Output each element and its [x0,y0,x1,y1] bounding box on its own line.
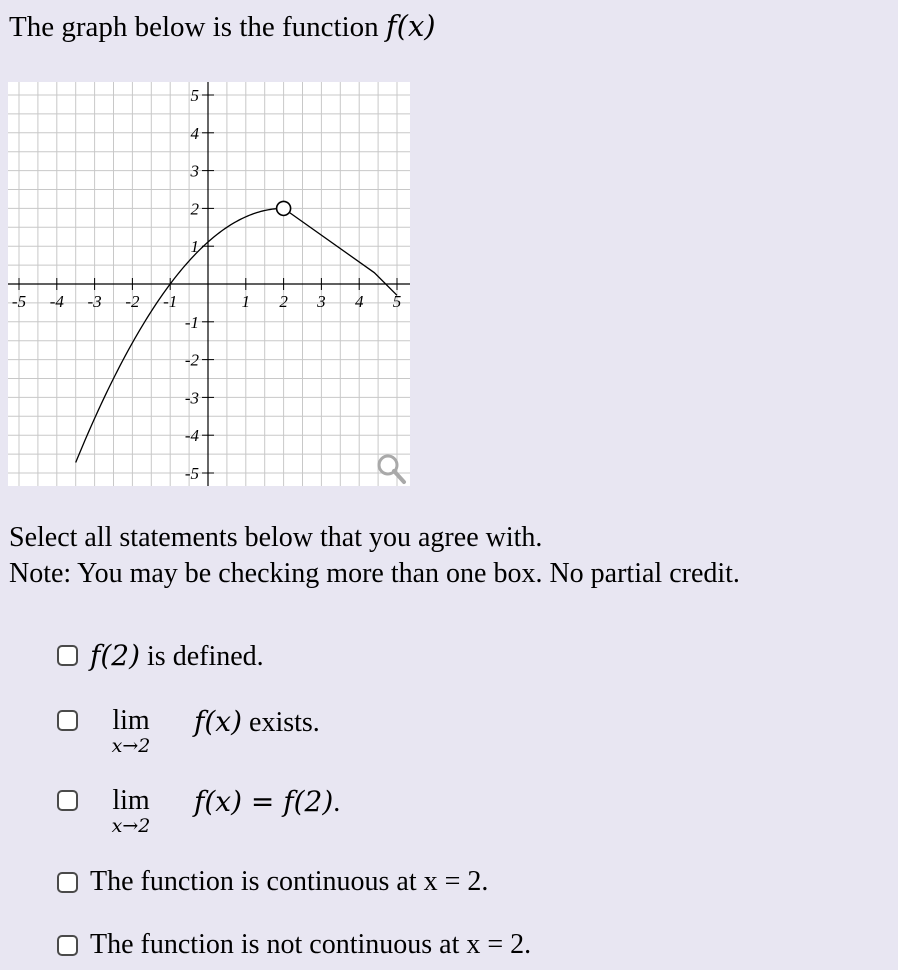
magnifier-icon[interactable] [374,452,408,486]
option-1-text: is defined. [140,641,264,672]
option-label-1 [90,638,264,675]
x-tick-label: 2 [279,292,288,311]
question-title [9,8,436,45]
title-function: f(x) [385,9,436,43]
instructions [9,520,740,592]
y-tick-label: 2 [190,199,199,219]
option-2-math: f(x) [194,705,243,738]
x-tick-label: -5 [11,292,27,311]
x-tick-label: -3 [87,292,102,311]
title-text: The graph below is the function [9,11,379,43]
checkbox-limit-equals-value[interactable] [57,790,78,811]
option-label-5: The function is not continuous at x = 2. [90,929,532,960]
x-tick-label: -2 [125,292,140,311]
option-3-text: . [333,787,341,818]
x-tick-label: 4 [354,292,364,311]
checkbox-continuous[interactable] [57,872,78,893]
option-3-sub: x→2 [111,815,151,837]
y-tick-label: 1 [190,237,199,257]
instructions-line-1: Select all statements below that you agree with. [9,522,543,553]
y-tick-label: 5 [190,86,199,105]
y-tick-label: -3 [184,388,199,408]
y-tick-label: -4 [184,426,199,446]
option-label-4: The function is continuous at x = 2. [90,866,489,897]
instructions-line-2: Note: You may be checking more than one box. No partial credit. [9,558,740,589]
option-2-limit [98,706,164,756]
option-2-text: exists. [242,707,320,738]
option-label-2 [194,704,320,741]
option-3-math: f(x) = f(2) [194,785,334,818]
option-3-lim: lim [112,785,150,816]
option-2-sub: x→2 [111,735,151,757]
checkbox-f2-defined[interactable] [57,645,78,666]
open-point [277,201,291,215]
function-graph [8,82,410,486]
option-1-math: f(2) [90,639,141,672]
y-tick-label: 4 [190,123,199,143]
x-tick-label: -1 [163,292,178,311]
y-tick-label: -2 [184,350,199,370]
x-tick-label: 3 [317,292,326,311]
checkbox-not-continuous[interactable] [57,935,78,956]
y-tick-label: -1 [184,312,199,332]
option-2-lim: lim [112,705,150,736]
checkbox-limit-exists[interactable] [57,710,78,731]
x-tick-label: 1 [241,292,251,311]
option-3-limit [98,786,164,836]
x-tick-label: 5 [392,292,402,311]
x-tick-label: -4 [49,292,64,311]
y-tick-label: 3 [190,161,199,181]
y-tick-label: -5 [184,464,199,483]
option-label-3 [194,784,340,821]
